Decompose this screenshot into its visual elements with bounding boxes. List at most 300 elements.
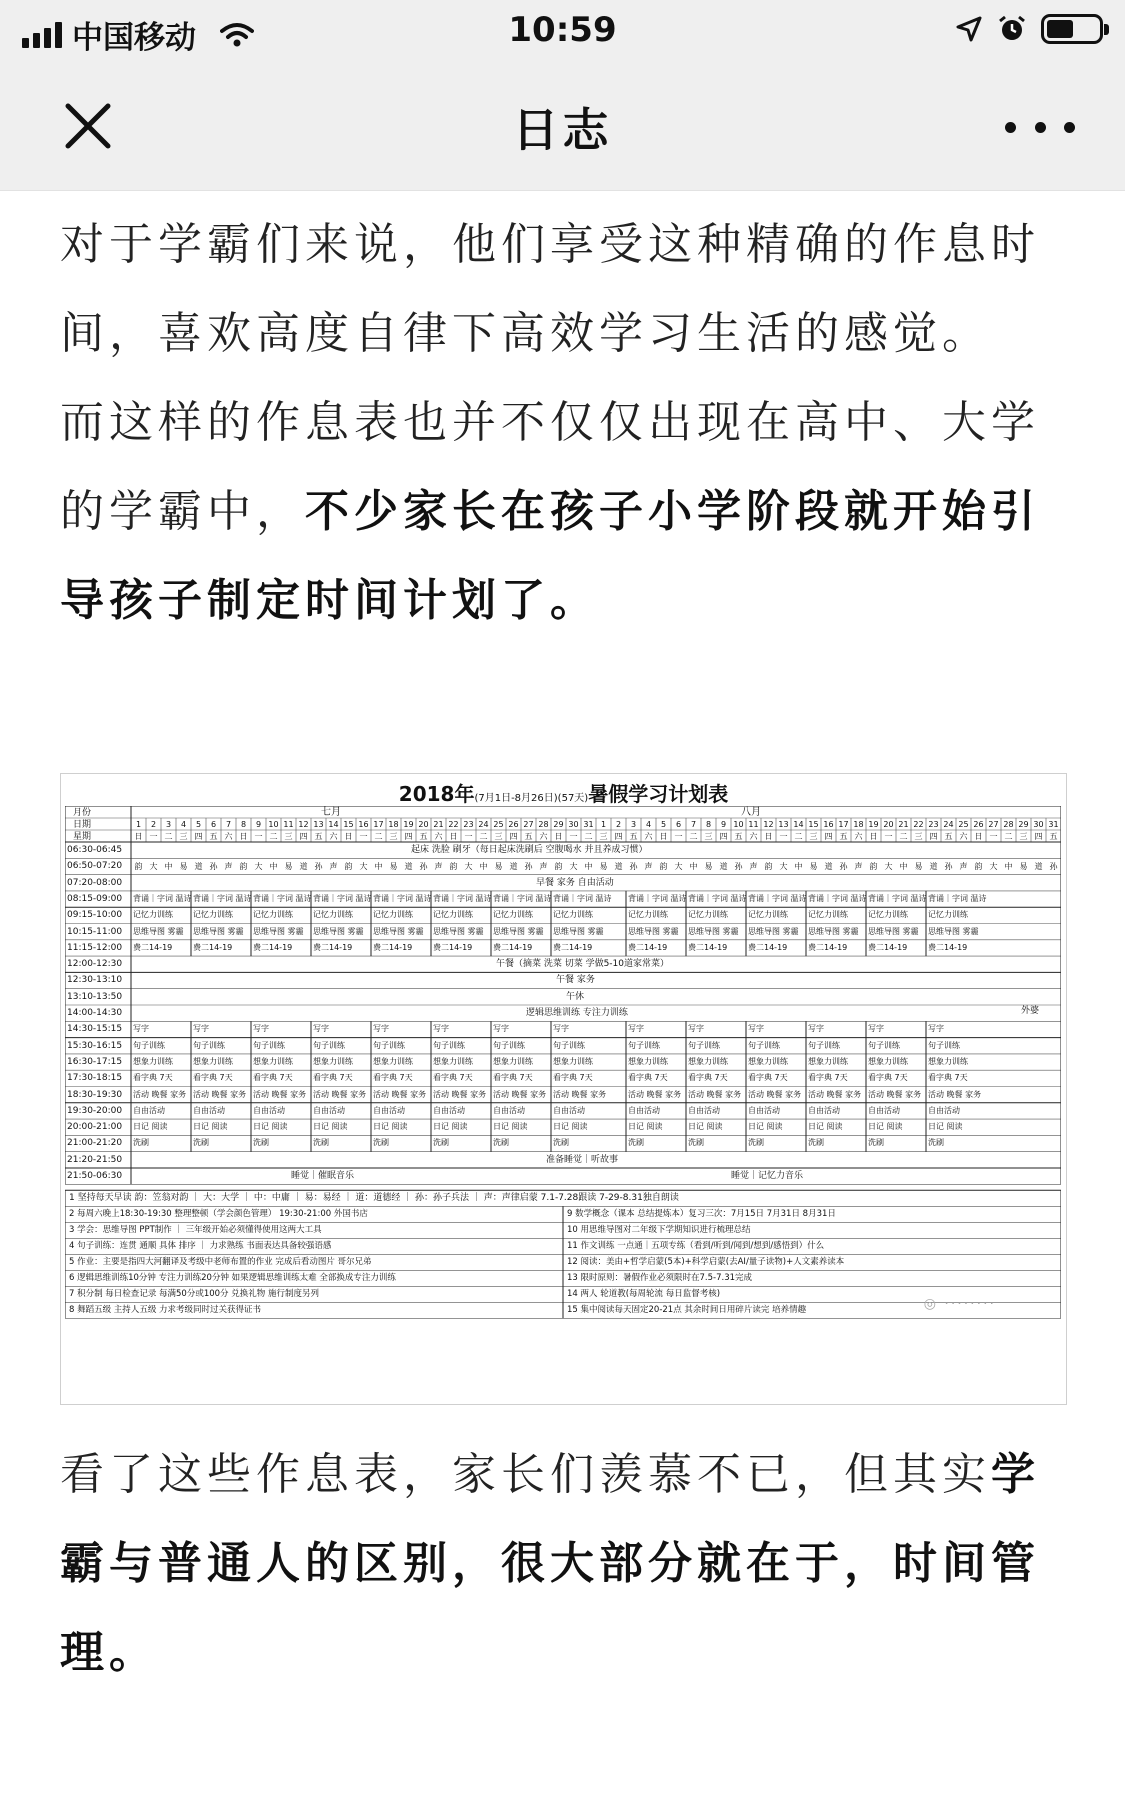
day-number: 7 [690,820,697,829]
day-number: 15 [343,820,354,829]
note-line: 4 句子训练：连贯 通顺 具体 排序 ｜ 力求熟练 书面表达具备较强语感 [69,1241,332,1252]
schedule-cell: 洗刷 [808,1138,824,1148]
schedule-cell: 记忆力训练 [808,910,848,920]
weekday: 日 [659,832,668,841]
weekday: 五 [524,832,533,841]
daily-reading-mark: 道 [614,862,623,872]
schedule-cell: 自由活动 [808,1105,840,1115]
note-line: 2 每周六晚上18:30-19:30 整理整顿（学会颜色管理） 19:30-21:00 外国书店 [69,1209,368,1220]
daily-reading-mark: 大 [359,862,368,872]
daily-reading-mark: 易 [494,862,503,872]
day-number: 28 [1003,820,1014,829]
schedule-cell: 写字 [748,1024,764,1034]
daily-reading-mark: 韵 [449,862,458,872]
schedule-cell: 洗刷 [253,1138,269,1148]
daily-reading-mark: 大 [254,862,263,872]
daily-reading-mark: 中 [164,862,173,872]
schedule-cell: 看字典 7天 [688,1073,728,1083]
day-number: 7 [225,820,232,829]
day-number: 14 [793,820,804,829]
daily-reading-mark: 韵 [869,862,878,872]
time-slot: 09:15-10:00 [67,910,123,921]
schedule-cell: 活动 晚餐 家务 [313,1089,367,1099]
weekday: 二 [689,832,698,841]
row-note-breakfast: 早餐 家务 自由活动 [536,877,614,888]
daily-reading-mark: 声 [224,862,233,872]
day-number: 22 [913,820,924,829]
schedule-table [65,806,1061,1398]
weekday: 六 [329,832,338,841]
schedule-cell: 日记 阅读 [688,1122,723,1132]
schedule-cell: 思维导图 雾霾 [253,926,304,936]
daily-reading-mark: 声 [644,862,653,872]
day-number: 6 [210,820,217,829]
day-number: 26 [973,820,984,829]
time-slot: 19:30-20:00 [67,1105,123,1116]
schedule-cell: 背诵｜字词 温诗 [433,893,492,903]
schedule-cell: 想象力训练 [193,1056,233,1066]
daily-reading-mark: 道 [404,862,413,872]
schedule-cell: 想象力训练 [553,1056,593,1066]
schedule-cell: 思维导图 雾霾 [928,926,979,936]
day-number: 9 [720,820,727,829]
schedule-cell: 活动 晚餐 家务 [253,1089,307,1099]
paragraph-1: 对于学霸们来说，他们享受这种精确的作息时间，喜欢高度自律下高效学习生活的感觉。 [60,219,1040,359]
daily-reading-mark: 道 [194,862,203,872]
more-icon[interactable] [1005,112,1075,142]
time-slot: 21:00-21:20 [67,1138,123,1149]
schedule-cell: 费二14-19 [313,942,353,952]
schedule-cell: 句子训练 [193,1040,225,1050]
schedule-cell: 费二14-19 [253,942,293,952]
schedule-cell: 想象力训练 [928,1056,968,1066]
schedule-cell: 日记 阅读 [433,1122,468,1132]
row-note-sleep1: 睡觉｜催眠音乐 [291,1171,355,1181]
schedule-cell: 费二14-19 [808,942,848,952]
schedule-cell: 句子训练 [253,1040,285,1050]
day-number: 9 [255,820,262,829]
weekday: 一 [779,832,788,841]
schedule-cell: 自由活动 [193,1105,225,1115]
schedule-cell: 日记 阅读 [628,1122,663,1132]
time-slot: 13:10-13:50 [67,991,123,1002]
weekday: 四 [509,832,518,841]
daily-reading-mark: 孙 [839,862,848,872]
schedule-cell: 费二14-19 [688,942,728,952]
weekday: 四 [929,832,938,841]
weekday: 三 [179,832,188,841]
schedule-cell: 日记 阅读 [808,1122,843,1132]
schedule-cell: 思维导图 雾霾 [868,926,919,936]
row-note-prepare: 准备睡觉｜听故事 [546,1154,619,1165]
daily-reading-mark: 韵 [134,862,143,872]
schedule-cell: 背诵｜字词 温诗 [688,893,747,903]
day-number: 2 [615,820,622,829]
schedule-cell: 看字典 7天 [868,1073,908,1083]
weekday: 四 [194,832,203,841]
day-number: 31 [583,820,594,829]
schedule-cell: 记忆力训练 [493,910,533,920]
weekday: 日 [134,832,143,841]
schedule-cell: 日记 阅读 [748,1122,783,1132]
schedule-cell: 洗刷 [313,1138,329,1148]
daily-reading-mark: 大 [989,862,998,872]
day-number: 24 [943,820,954,829]
weekday: 四 [719,832,728,841]
weekday: 三 [284,832,293,841]
schedule-cell: 洗刷 [553,1138,569,1148]
day-number: 17 [838,820,849,829]
schedule-cell: 看字典 7天 [493,1073,533,1083]
schedule-cell: 日记 阅读 [193,1122,228,1132]
weekday: 一 [569,832,578,841]
schedule-cell: 自由活动 [928,1105,960,1115]
daily-reading-mark: 中 [794,862,803,872]
schedule-cell: 写字 [628,1024,644,1034]
schedule-cell: 写字 [688,1024,704,1034]
daily-reading-mark: 孙 [314,862,323,872]
weekday: 五 [839,832,848,841]
schedule-cell: 句子训练 [553,1040,585,1050]
daily-reading-mark: 声 [539,862,548,872]
schedule-cell: 句子训练 [628,1040,660,1050]
daily-reading-mark: 易 [704,862,713,872]
schedule-cell: 洗刷 [868,1138,884,1148]
weekday: 日 [449,832,458,841]
note-line: 8 舞蹈五级 主持人五级 力求考级同时过关获得证书 [69,1305,262,1316]
schedule-image[interactable] [60,773,1067,1405]
day-number: 31 [1048,820,1059,829]
time-slot: 14:00-14:30 [67,1008,123,1018]
day-number: 13 [313,820,324,829]
schedule-cell: 看字典 7天 [133,1073,173,1083]
time-slot: 18:30-19:30 [67,1089,123,1100]
note-line: 6 逻辑思维训练10分钟 专注力训练20分钟 如果逻辑思维训练太难 全部换成专注力训练 [69,1273,396,1284]
schedule-cell: 想象力训练 [808,1056,848,1066]
daily-reading-mark: 声 [329,862,338,872]
schedule-cell: 背诵｜字词 温诗 [808,893,867,903]
day-number: 12 [298,820,309,829]
weekday: 五 [209,832,218,841]
day-number: 27 [523,820,534,829]
weekday: 三 [389,832,398,841]
daily-reading-mark: 韵 [344,862,353,872]
schedule-title [61,778,1066,807]
day-number: 3 [165,820,172,829]
day-number: 10 [268,820,279,829]
schedule-cell: 句子训练 [493,1040,525,1050]
schedule-cell: 自由活动 [688,1105,720,1115]
daily-reading-mark: 孙 [944,862,953,872]
day-number: 4 [645,820,652,829]
schedule-title-note: (7月1日-8月26日)(57天) [474,793,589,804]
schedule-cell: 费二14-19 [193,942,233,952]
schedule-cell: 洗刷 [193,1138,209,1148]
row-note-nap: 午休 [566,991,585,1002]
daily-reading-mark: 大 [884,862,893,872]
weekday: 日 [554,832,563,841]
nav-bar [0,64,1125,191]
daily-reading-mark: 大 [464,862,473,872]
schedule-cell: 活动 晚餐 家务 [628,1089,682,1099]
schedule-cell: 活动 晚餐 家务 [688,1089,742,1099]
schedule-cell: 背诵｜字词 温诗 [553,893,612,903]
schedule-cell: 句子训练 [433,1040,465,1050]
weekday: 二 [794,832,803,841]
day-number: 30 [1033,820,1044,829]
schedule-cell: 句子训练 [748,1040,780,1050]
note-line: 3 学会：思维导图 PPT制作 ｜ 三年级开始必须懂得使用这两大工具 [69,1225,322,1236]
day-number: 8 [240,820,247,829]
schedule-cell: 记忆力训练 [313,910,353,920]
schedule-cell: 自由活动 [133,1105,165,1115]
schedule-cell: 看字典 7天 [193,1073,233,1083]
note-line: 13 限时原则：暑假作业必须限时在7.5-7.31完成 [567,1273,753,1284]
schedule-cell: 洗刷 [373,1138,389,1148]
weekday: 一 [254,832,263,841]
schedule-cell: 看字典 7天 [748,1073,788,1083]
schedule-cell: 活动 晚餐 家务 [748,1089,802,1099]
time-slot: 15:30-16:15 [67,1040,123,1051]
day-number: 12 [763,820,774,829]
schedule-cell: 日记 阅读 [253,1122,288,1132]
day-number: 1 [135,820,142,829]
schedule-cell: 记忆力训练 [553,910,593,920]
schedule-cell: 句子训练 [313,1040,345,1050]
schedule-cell: 背诵｜字词 温诗 [373,893,432,903]
schedule-cell: 洗刷 [493,1138,509,1148]
daily-reading-mark: 韵 [554,862,563,872]
schedule-cell: 句子训练 [688,1040,720,1050]
schedule-cell: 背诵｜字词 温诗 [628,893,687,903]
schedule-cell: 活动 晚餐 家务 [373,1089,427,1099]
article-body [60,200,1065,645]
schedule-cell: 写字 [313,1024,329,1034]
schedule-cell: 自由活动 [433,1105,465,1115]
schedule-cell: 日记 阅读 [313,1122,348,1132]
schedule-cell: 思维导图 雾霾 [553,926,604,936]
schedule-cell: 想象力训练 [868,1056,908,1066]
daily-reading-mark: 孙 [209,862,218,872]
schedule-cell: 想象力训练 [688,1056,728,1066]
status-bar [0,0,1125,64]
schedule-cell: 洗刷 [688,1138,704,1148]
schedule-cell: 日记 阅读 [553,1122,588,1132]
day-number: 27 [988,820,999,829]
daily-reading-mark: 声 [959,862,968,872]
daily-reading-mark: 道 [299,862,308,872]
weekday: 日 [764,832,773,841]
schedule-cell: 背诵｜字词 温诗 [193,893,252,903]
schedule-cell: 背诵｜字词 温诗 [748,893,807,903]
day-number: 13 [778,820,789,829]
weekday: 一 [989,832,998,841]
schedule-cell: 活动 晚餐 家务 [928,1089,982,1099]
paragraph-3-bold: 学霸与普通人的区别，很大部分就在于，时间管理。 [60,1449,1040,1678]
weekday: 一 [149,832,158,841]
day-number: 16 [358,820,369,829]
day-number: 3 [630,820,637,829]
daily-reading-mark: 中 [899,862,908,872]
day-number: 24 [478,820,489,829]
daily-reading-mark: 大 [569,862,578,872]
schedule-cell: 句子训练 [868,1040,900,1050]
schedule-cell: 看字典 7天 [373,1073,413,1083]
weekday: 六 [749,832,758,841]
schedule-cell: 费二14-19 [628,942,668,952]
daily-reading-mark: 韵 [659,862,668,872]
schedule-cell: 费二14-19 [928,942,968,952]
row-note-wake: 起床 洗脸 刷牙（每日起床洗刷后 空腹喝水 并且养成习惯） [411,845,648,855]
daily-reading-mark: 易 [179,862,188,872]
schedule-cell: 背诵｜字词 温诗 [313,893,372,903]
schedule-cell: 思维导图 雾霾 [133,926,184,936]
schedule-cell: 看字典 7天 [628,1073,668,1083]
day-number: 16 [823,820,834,829]
weekday: 日 [239,832,248,841]
daily-reading-mark: 中 [479,862,488,872]
day-number: 29 [1018,820,1029,829]
weekday: 六 [959,832,968,841]
location-icon [955,15,983,43]
day-number: 14 [328,820,339,829]
daily-reading-mark: 孙 [629,862,638,872]
weekday: 日 [344,832,353,841]
weekday: 二 [479,832,488,841]
schedule-title-year: 2018年 [398,782,475,806]
schedule-cell: 思维导图 雾霾 [628,926,679,936]
weekday: 一 [359,832,368,841]
schedule-title-suffix: 暑假学习计划表 [588,782,729,806]
carrier-name: 中国移动 [72,20,196,56]
schedule-cell: 洗刷 [928,1138,944,1148]
schedule-cell: 想象力训练 [133,1056,173,1066]
schedule-cell: 思维导图 雾霾 [373,926,424,936]
day-number: 8 [705,820,712,829]
day-number: 5 [195,820,202,829]
weekday: 三 [914,832,923,841]
day-number: 22 [448,820,459,829]
weekday: 五 [734,832,743,841]
schedule-cell: 背诵｜字词 温诗 [253,893,312,903]
schedule-cell: 记忆力训练 [253,910,293,920]
header-label: 日期 [73,820,92,830]
schedule-cell: 背诵｜字词 温诗 [133,893,192,903]
schedule-cell: 记忆力训练 [373,910,413,920]
watermark: ◎ ········ [923,1296,996,1312]
time-slot: 20:00-21:00 [67,1122,123,1133]
schedule-cell: 背诵｜字词 温诗 [868,893,927,903]
schedule-cell: 写字 [553,1024,569,1034]
schedule-cell: 想象力训练 [253,1056,293,1066]
schedule-cell: 句子训练 [928,1040,960,1050]
daily-reading-mark: 易 [284,862,293,872]
schedule-cell: 日记 阅读 [928,1122,963,1132]
daily-reading-mark: 道 [719,862,728,872]
paragraph-2-bold: 不少家长在孩子小学阶段就开始引导孩子制定时间计划了。 [60,486,1040,626]
schedule-cell: 记忆力训练 [868,910,908,920]
schedule-cell: 活动 晚餐 家务 [553,1089,607,1099]
schedule-cell: 活动 晚餐 家务 [493,1089,547,1099]
schedule-cell: 想象力训练 [373,1056,413,1066]
daily-reading-mark: 道 [929,862,938,872]
schedule-cell: 自由活动 [553,1105,585,1115]
daily-reading-mark: 孙 [419,862,428,872]
note-line: 11 作文训练 一点通｜五项专练（看到/听到/闻到/想到/感悟到）什么 [567,1241,825,1252]
page-title: 日志 [512,103,613,157]
note-line: 9 数学概念（课本 总结提炼本）复习三次：7月15日 7月31日 8月31日 [567,1209,836,1220]
weekday: 日 [869,832,878,841]
battery-icon [1041,14,1103,44]
day-number: 20 [883,820,894,829]
day-number: 10 [733,820,744,829]
weekday: 二 [1004,832,1013,841]
day-number: 23 [463,820,474,829]
time-slot: 08:15-09:00 [67,893,123,904]
weekday: 四 [1034,832,1043,841]
schedule-cell: 看字典 7天 [433,1073,473,1083]
day-number: 11 [283,820,294,829]
schedule-cell: 看字典 7天 [808,1073,848,1083]
schedule-cell: 自由活动 [868,1105,900,1115]
schedule-cell: 费二14-19 [748,942,788,952]
schedule-cell: 句子训练 [808,1040,840,1050]
month-label: 八月 [741,807,761,818]
schedule-cell: 写字 [253,1024,269,1034]
time-slot: 16:30-17:15 [67,1056,123,1067]
weekday: 一 [674,832,683,841]
schedule-cell: 思维导图 雾霾 [193,926,244,936]
schedule-cell: 日记 阅读 [868,1122,903,1132]
schedule-cell: 活动 晚餐 家务 [433,1089,487,1099]
daily-reading-mark: 中 [1004,862,1013,872]
schedule-cell: 看字典 7天 [553,1073,593,1083]
weekday: 六 [224,832,233,841]
time-slot: 06:30-06:45 [67,845,123,855]
schedule-cell: 费二14-19 [133,942,173,952]
daily-reading-mark: 大 [674,862,683,872]
schedule-cell: 自由活动 [373,1105,405,1115]
weekday: 二 [584,832,593,841]
schedule-cell: 写字 [433,1024,449,1034]
month-label: 七月 [321,807,341,818]
schedule-cell: 费二14-19 [493,942,533,952]
row-note-side: 外婆 [1021,1006,1040,1016]
schedule-cell: 自由活动 [493,1105,525,1115]
day-number: 23 [928,820,939,829]
header-label: 月份 [73,808,92,818]
daily-reading-mark: 声 [854,862,863,872]
day-number: 2 [150,820,157,829]
day-number: 19 [868,820,879,829]
weekday: 四 [299,832,308,841]
status-right [955,14,1103,44]
schedule-cell: 思维导图 雾霾 [748,926,799,936]
weekday: 四 [824,832,833,841]
time-slot: 07:20-08:00 [67,877,123,888]
schedule-cell: 写字 [133,1024,149,1034]
schedule-cell: 思维导图 雾霾 [808,926,859,936]
schedule-cell: 日记 阅读 [373,1122,408,1132]
schedule-cell: 写字 [808,1024,824,1034]
schedule-cell: 思维导图 雾霾 [688,926,739,936]
schedule-cell: 自由活动 [313,1105,345,1115]
weekday: 五 [944,832,953,841]
row-note-lunch: 午餐（摘菜 洗菜 切菜 学做5-10道家常菜） [496,959,670,970]
daily-reading-mark: 大 [149,862,158,872]
day-number: 18 [853,820,864,829]
note-line: 10 用思维导图对二年级下学期知识进行梳理总结 [567,1225,751,1236]
